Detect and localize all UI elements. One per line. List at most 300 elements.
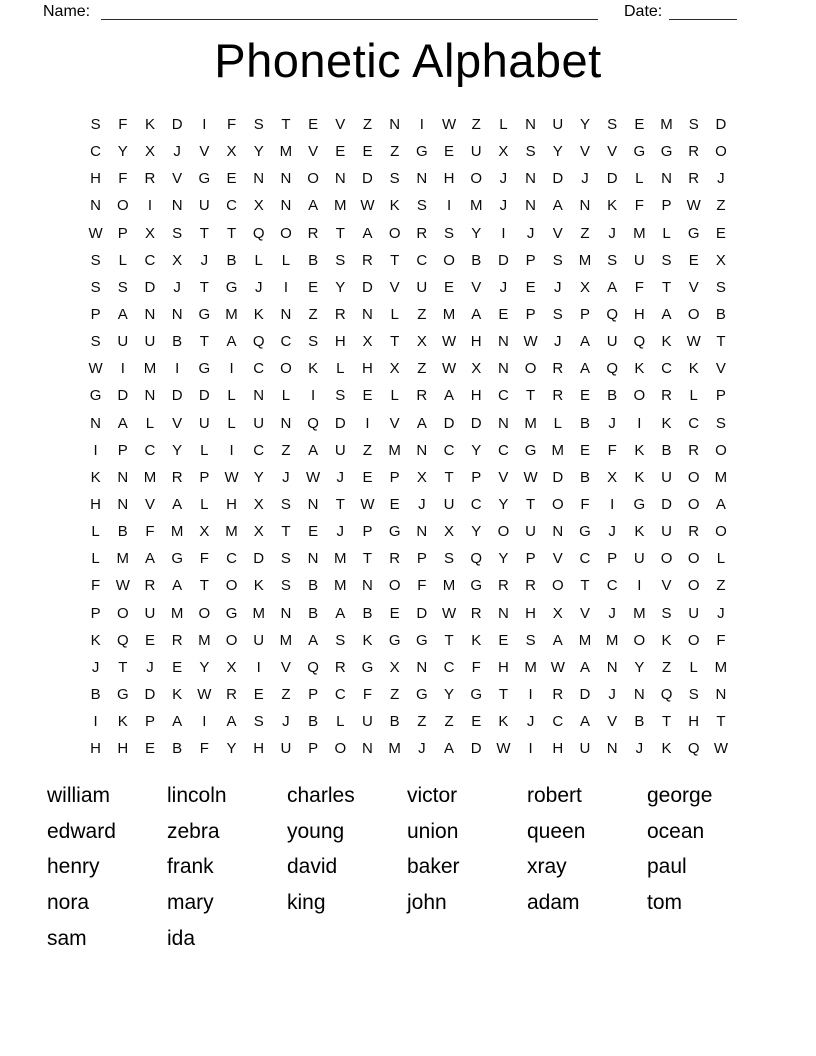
grid-cell[interactable]: P <box>117 224 128 242</box>
grid-cell[interactable]: E <box>172 658 183 676</box>
grid-cell[interactable]: K <box>634 441 645 459</box>
grid-cell[interactable]: E <box>362 387 373 405</box>
grid-cell[interactable]: Z <box>716 197 726 215</box>
grid-cell[interactable]: Z <box>308 306 318 324</box>
grid-cell[interactable]: J <box>635 740 644 758</box>
grid-cell[interactable]: C <box>253 441 265 459</box>
grid-cell[interactable]: O <box>633 631 646 649</box>
grid-cell[interactable]: M <box>524 658 537 676</box>
grid-cell[interactable]: P <box>525 550 536 568</box>
grid-cell[interactable]: N <box>117 496 129 514</box>
grid-cell[interactable]: K <box>661 333 672 351</box>
grid-cell[interactable]: N <box>171 306 183 324</box>
grid-cell[interactable]: R <box>334 306 346 324</box>
grid-cell[interactable]: N <box>416 170 428 188</box>
grid-cell[interactable]: H <box>552 740 564 758</box>
grid-cell[interactable]: E <box>308 278 319 296</box>
grid-cell[interactable]: J <box>526 713 535 731</box>
grid-cell[interactable]: T <box>281 523 291 541</box>
grid-cell[interactable]: M <box>279 631 293 649</box>
grid-cell[interactable]: K <box>144 116 155 134</box>
grid-cell[interactable]: M <box>198 631 211 649</box>
grid-cell[interactable]: B <box>579 468 590 486</box>
grid-cell[interactable]: E <box>444 278 455 296</box>
grid-cell[interactable]: I <box>202 116 207 134</box>
grid-cell[interactable]: P <box>90 604 101 622</box>
grid-cell[interactable]: Z <box>716 577 726 595</box>
grid-cell[interactable]: S <box>389 170 400 188</box>
grid-cell[interactable]: F <box>362 686 373 704</box>
word-item[interactable]: young <box>287 819 345 843</box>
grid-cell[interactable]: O <box>524 360 537 378</box>
grid-cell[interactable]: K <box>634 523 645 541</box>
grid-cell[interactable]: O <box>715 523 727 541</box>
grid-cell[interactable]: P <box>661 197 672 215</box>
grid-cell[interactable]: A <box>308 631 319 649</box>
grid-cell[interactable]: I <box>637 414 642 432</box>
grid-cell[interactable]: D <box>661 496 672 514</box>
grid-cell[interactable]: V <box>688 278 699 296</box>
grid-cell[interactable]: U <box>334 441 346 459</box>
grid-cell[interactable]: Y <box>634 658 645 676</box>
grid-cell[interactable]: I <box>528 686 533 704</box>
grid-cell[interactable]: T <box>390 333 400 351</box>
grid-cell[interactable]: M <box>578 631 592 649</box>
grid-cell[interactable]: U <box>362 713 373 731</box>
grid-cell[interactable]: D <box>715 116 727 134</box>
grid-cell[interactable]: L <box>145 414 155 432</box>
grid-cell[interactable]: L <box>118 251 127 269</box>
grid-cell[interactable]: M <box>442 577 456 595</box>
grid-cell[interactable]: L <box>390 387 399 405</box>
grid-cell[interactable]: N <box>307 550 319 568</box>
grid-cell[interactable]: D <box>334 414 346 432</box>
grid-cell[interactable]: C <box>253 360 265 378</box>
grid-cell[interactable]: X <box>471 360 482 378</box>
grid-cell[interactable]: O <box>334 740 347 758</box>
grid-cell[interactable]: E <box>579 387 590 405</box>
word-item[interactable]: henry <box>47 855 100 879</box>
grid-cell[interactable]: N <box>661 170 672 188</box>
grid-cell[interactable]: R <box>226 686 237 704</box>
grid-cell[interactable]: S <box>525 631 536 649</box>
grid-cell[interactable]: I <box>446 197 452 215</box>
grid-cell[interactable]: M <box>551 441 565 459</box>
grid-cell[interactable]: V <box>552 550 563 568</box>
grid-cell[interactable]: R <box>525 577 537 595</box>
grid-cell[interactable]: A <box>579 360 590 378</box>
grid-cell[interactable]: R <box>688 170 700 188</box>
grid-cell[interactable]: O <box>116 197 129 215</box>
grid-cell[interactable]: J <box>526 224 535 242</box>
grid-cell[interactable]: X <box>253 523 264 541</box>
grid-cell[interactable]: V <box>280 658 291 676</box>
grid-cell[interactable]: W <box>713 740 728 758</box>
grid-cell[interactable]: S <box>90 278 101 296</box>
grid-cell[interactable]: G <box>579 523 591 541</box>
grid-cell[interactable]: N <box>362 740 373 758</box>
grid-cell[interactable]: I <box>528 740 533 758</box>
grid-cell[interactable]: J <box>608 686 616 704</box>
grid-cell[interactable]: M <box>143 468 157 486</box>
grid-cell[interactable]: O <box>687 577 700 595</box>
grid-cell[interactable]: E <box>389 496 400 514</box>
grid-cell[interactable]: A <box>172 496 183 514</box>
grid-cell[interactable]: S <box>715 414 726 432</box>
grid-cell[interactable]: W <box>88 224 103 242</box>
grid-cell[interactable]: X <box>389 360 400 378</box>
grid-cell[interactable]: X <box>498 143 509 161</box>
grid-cell[interactable]: U <box>253 414 265 432</box>
grid-cell[interactable]: M <box>170 523 184 541</box>
grid-cell[interactable]: N <box>552 523 564 541</box>
grid-cell[interactable]: C <box>334 686 346 704</box>
grid-cell[interactable]: H <box>253 740 265 758</box>
grid-cell[interactable]: R <box>144 170 156 188</box>
grid-cell[interactable]: H <box>334 333 346 351</box>
grid-cell[interactable]: V <box>607 713 618 731</box>
grid-cell[interactable]: O <box>470 170 483 188</box>
grid-cell[interactable]: L <box>281 251 291 269</box>
grid-cell[interactable]: H <box>633 306 645 324</box>
grid-cell[interactable]: U <box>661 523 672 541</box>
grid-cell[interactable]: M <box>388 441 401 459</box>
grid-cell[interactable]: V <box>715 360 726 378</box>
grid-cell[interactable]: T <box>335 224 345 242</box>
grid-cell[interactable]: A <box>226 713 237 731</box>
grid-cell[interactable]: J <box>146 658 154 676</box>
grid-cell[interactable]: X <box>579 278 590 296</box>
grid-cell[interactable]: R <box>307 224 319 242</box>
grid-cell[interactable]: T <box>526 496 536 514</box>
grid-cell[interactable]: L <box>635 170 644 188</box>
grid-cell[interactable]: M <box>714 468 728 486</box>
grid-cell[interactable]: T <box>444 631 454 649</box>
grid-cell[interactable]: I <box>93 713 98 731</box>
grid-cell[interactable]: V <box>579 143 590 161</box>
grid-cell[interactable]: D <box>198 387 210 405</box>
grid-cell[interactable]: H <box>90 740 102 758</box>
grid-cell[interactable]: V <box>661 577 672 595</box>
grid-cell[interactable]: O <box>443 251 455 269</box>
grid-cell[interactable]: S <box>280 550 291 568</box>
grid-cell[interactable]: A <box>552 631 563 649</box>
grid-cell[interactable]: S <box>90 116 101 134</box>
grid-cell[interactable]: Z <box>281 686 291 704</box>
grid-cell[interactable]: J <box>499 278 508 296</box>
grid-cell[interactable]: T <box>118 658 128 676</box>
grid-cell[interactable]: J <box>608 414 616 432</box>
grid-cell[interactable]: N <box>253 170 265 188</box>
grid-cell[interactable]: B <box>308 604 319 622</box>
grid-cell[interactable]: A <box>308 441 319 459</box>
grid-cell[interactable]: W <box>88 360 103 378</box>
grid-cell[interactable]: O <box>715 441 727 459</box>
grid-cell[interactable]: M <box>252 604 265 622</box>
grid-cell[interactable]: P <box>308 686 319 704</box>
grid-cell[interactable]: Z <box>580 224 590 242</box>
grid-cell[interactable]: E <box>362 143 373 161</box>
grid-cell[interactable]: O <box>687 496 700 514</box>
grid-cell[interactable]: N <box>280 306 292 324</box>
grid-cell[interactable]: B <box>308 713 319 731</box>
grid-cell[interactable]: Q <box>307 414 319 432</box>
grid-cell[interactable]: N <box>280 170 292 188</box>
grid-cell[interactable]: E <box>308 116 319 134</box>
grid-cell[interactable]: N <box>606 658 618 676</box>
grid-cell[interactable]: K <box>471 631 482 649</box>
grid-cell[interactable]: F <box>716 631 726 649</box>
grid-cell[interactable]: Z <box>417 306 427 324</box>
grid-cell[interactable]: M <box>334 197 347 215</box>
grid-cell[interactable]: Z <box>390 143 400 161</box>
grid-cell[interactable]: O <box>687 306 700 324</box>
grid-cell[interactable]: K <box>253 577 264 595</box>
grid-cell[interactable]: J <box>200 251 209 269</box>
grid-cell[interactable]: V <box>335 116 346 134</box>
grid-cell[interactable]: M <box>388 740 401 758</box>
grid-cell[interactable]: U <box>470 143 482 161</box>
grid-cell[interactable]: U <box>688 604 700 622</box>
grid-cell[interactable]: O <box>687 631 700 649</box>
grid-cell[interactable]: S <box>607 116 618 134</box>
word-item[interactable]: john <box>407 891 447 915</box>
grid-cell[interactable]: H <box>470 387 482 405</box>
grid-cell[interactable]: U <box>661 468 672 486</box>
grid-cell[interactable]: R <box>552 686 564 704</box>
grid-cell[interactable]: I <box>120 360 125 378</box>
grid-cell[interactable]: E <box>144 631 155 649</box>
grid-cell[interactable]: V <box>389 414 400 432</box>
grid-cell[interactable]: K <box>172 686 183 704</box>
grid-cell[interactable]: P <box>471 468 482 486</box>
grid-cell[interactable]: P <box>117 441 128 459</box>
grid-cell[interactable]: S <box>444 550 455 568</box>
grid-cell[interactable]: N <box>280 414 292 432</box>
grid-cell[interactable]: X <box>362 333 373 351</box>
grid-cell[interactable]: D <box>171 116 183 134</box>
grid-cell[interactable]: R <box>171 468 183 486</box>
grid-cell[interactable]: M <box>225 306 238 324</box>
grid-cell[interactable]: Y <box>552 143 563 161</box>
grid-cell[interactable]: W <box>441 360 457 378</box>
grid-cell[interactable]: S <box>552 251 563 269</box>
grid-cell[interactable]: I <box>147 197 153 215</box>
grid-cell[interactable]: D <box>552 468 564 486</box>
grid-cell[interactable]: U <box>633 251 645 269</box>
word-item[interactable]: lincoln <box>167 784 227 807</box>
grid-cell[interactable]: L <box>499 116 508 134</box>
grid-cell[interactable]: N <box>144 306 156 324</box>
word-item[interactable]: charles <box>287 784 355 807</box>
word-item[interactable]: ocean <box>647 819 705 843</box>
grid-cell[interactable]: S <box>688 686 699 704</box>
grid-cell[interactable]: Q <box>687 740 700 758</box>
grid-cell[interactable]: N <box>525 170 537 188</box>
grid-cell[interactable]: J <box>91 658 100 676</box>
grid-cell[interactable]: S <box>335 251 346 269</box>
grid-cell[interactable]: G <box>171 550 183 568</box>
grid-cell[interactable]: R <box>552 387 564 405</box>
grid-cell[interactable]: N <box>334 170 346 188</box>
grid-cell[interactable]: N <box>171 197 183 215</box>
grid-cell[interactable]: T <box>335 496 345 514</box>
grid-cell[interactable]: M <box>143 360 157 378</box>
grid-cell[interactable]: B <box>172 333 183 351</box>
grid-cell[interactable]: U <box>144 333 156 351</box>
grid-cell[interactable]: O <box>715 143 727 161</box>
grid-cell[interactable]: S <box>525 143 536 161</box>
grid-cell[interactable]: K <box>362 631 373 649</box>
word-item[interactable]: queen <box>527 819 586 843</box>
grid-cell[interactable]: O <box>225 577 238 595</box>
grid-cell[interactable]: S <box>444 224 455 242</box>
grid-cell[interactable]: L <box>227 387 236 405</box>
grid-cell[interactable]: T <box>199 224 209 242</box>
grid-cell[interactable]: G <box>660 143 673 161</box>
grid-cell[interactable]: M <box>334 550 347 568</box>
grid-cell[interactable]: D <box>552 170 564 188</box>
grid-cell[interactable]: K <box>117 713 128 731</box>
word-item[interactable]: robert <box>527 784 582 807</box>
grid-cell[interactable]: A <box>444 387 455 405</box>
grid-cell[interactable]: F <box>607 441 617 459</box>
grid-cell[interactable]: Q <box>116 631 129 649</box>
word-item[interactable]: william <box>47 784 110 807</box>
grid-cell[interactable]: H <box>90 496 102 514</box>
grid-cell[interactable]: Z <box>362 441 373 459</box>
grid-cell[interactable]: C <box>606 577 618 595</box>
grid-cell[interactable]: E <box>335 143 346 161</box>
grid-cell[interactable]: N <box>416 523 428 541</box>
grid-cell[interactable]: B <box>661 441 672 459</box>
grid-cell[interactable]: C <box>416 251 428 269</box>
grid-cell[interactable]: Q <box>633 333 646 351</box>
grid-cell[interactable]: G <box>470 686 483 704</box>
grid-cell[interactable]: G <box>116 686 129 704</box>
grid-cell[interactable]: W <box>550 658 565 676</box>
grid-cell[interactable]: J <box>608 224 616 242</box>
grid-cell[interactable]: I <box>283 278 288 296</box>
grid-cell[interactable]: Y <box>498 550 509 568</box>
grid-cell[interactable]: C <box>497 387 509 405</box>
grid-cell[interactable]: G <box>388 523 401 541</box>
grid-cell[interactable]: R <box>416 387 428 405</box>
grid-cell[interactable]: Y <box>444 686 455 704</box>
grid-cell[interactable]: F <box>118 170 128 188</box>
grid-cell[interactable]: N <box>253 387 265 405</box>
grid-cell[interactable]: H <box>226 496 237 514</box>
grid-cell[interactable]: R <box>688 441 700 459</box>
grid-cell[interactable]: X <box>416 468 427 486</box>
grid-cell[interactable]: K <box>607 197 618 215</box>
grid-cell[interactable]: W <box>523 468 538 486</box>
grid-cell[interactable]: E <box>226 170 237 188</box>
grid-cell[interactable]: E <box>579 441 590 459</box>
grid-cell[interactable]: A <box>117 306 128 324</box>
grid-cell[interactable]: W <box>686 197 701 215</box>
grid-cell[interactable]: Y <box>471 441 482 459</box>
grid-cell[interactable]: L <box>336 713 345 731</box>
grid-cell[interactable]: W <box>115 577 130 595</box>
grid-cell[interactable]: Z <box>444 713 454 731</box>
grid-cell[interactable]: R <box>362 251 373 269</box>
grid-cell[interactable]: U <box>280 740 292 758</box>
grid-cell[interactable]: T <box>390 251 400 269</box>
grid-cell[interactable]: X <box>253 197 264 215</box>
grid-cell[interactable]: D <box>470 740 482 758</box>
grid-cell[interactable]: G <box>225 604 238 622</box>
word-item[interactable]: king <box>287 891 326 915</box>
grid-cell[interactable]: E <box>308 523 319 541</box>
grid-cell[interactable]: N <box>525 116 537 134</box>
grid-cell[interactable]: R <box>688 143 700 161</box>
grid-cell[interactable]: J <box>499 197 508 215</box>
grid-cell[interactable]: T <box>716 713 726 731</box>
grid-cell[interactable]: U <box>606 333 618 351</box>
grid-cell[interactable]: F <box>199 740 209 758</box>
grid-cell[interactable]: N <box>497 604 509 622</box>
grid-cell[interactable]: Y <box>471 224 482 242</box>
grid-cell[interactable]: D <box>443 414 455 432</box>
grid-cell[interactable]: T <box>498 686 508 704</box>
grid-cell[interactable]: W <box>360 197 375 215</box>
grid-cell[interactable]: I <box>637 577 642 595</box>
grid-cell[interactable]: M <box>714 658 728 676</box>
grid-cell[interactable]: I <box>229 360 234 378</box>
grid-cell[interactable]: O <box>280 360 292 378</box>
grid-cell[interactable]: A <box>715 496 726 514</box>
grid-cell[interactable]: T <box>281 116 291 134</box>
grid-cell[interactable]: D <box>362 170 373 188</box>
grid-cell[interactable]: U <box>443 496 455 514</box>
grid-cell[interactable]: A <box>117 414 128 432</box>
word-item[interactable]: union <box>407 819 459 843</box>
grid-cell[interactable]: N <box>715 686 727 704</box>
grid-cell[interactable]: P <box>90 306 101 324</box>
grid-cell[interactable]: W <box>441 333 457 351</box>
grid-cell[interactable]: U <box>579 740 591 758</box>
grid-cell[interactable]: N <box>497 333 509 351</box>
grid-cell[interactable]: L <box>689 387 698 405</box>
grid-cell[interactable]: Z <box>417 713 427 731</box>
grid-cell[interactable]: F <box>580 496 590 514</box>
grid-cell[interactable]: Z <box>417 360 427 378</box>
grid-cell[interactable]: Z <box>661 658 672 676</box>
grid-cell[interactable]: H <box>362 360 373 378</box>
grid-cell[interactable]: S <box>280 496 291 514</box>
grid-cell[interactable]: X <box>715 251 726 269</box>
word-item[interactable]: zebra <box>167 819 220 843</box>
grid-cell[interactable]: O <box>198 604 211 622</box>
grid-cell[interactable]: P <box>199 468 210 486</box>
grid-cell[interactable]: E <box>444 143 455 161</box>
grid-cell[interactable]: E <box>498 631 509 649</box>
grid-cell[interactable]: M <box>469 197 483 215</box>
grid-cell[interactable]: O <box>225 631 238 649</box>
grid-cell[interactable]: V <box>389 278 400 296</box>
grid-cell[interactable]: L <box>200 496 209 514</box>
grid-cell[interactable]: R <box>661 387 672 405</box>
grid-cell[interactable]: J <box>608 523 616 541</box>
grid-cell[interactable]: W <box>197 686 212 704</box>
grid-cell[interactable]: T <box>526 387 536 405</box>
grid-cell[interactable]: C <box>552 713 564 731</box>
grid-cell[interactable]: J <box>608 604 616 622</box>
word-item[interactable]: sam <box>47 926 87 950</box>
grid-cell[interactable]: A <box>144 550 155 568</box>
grid-cell[interactable]: S <box>552 306 563 324</box>
